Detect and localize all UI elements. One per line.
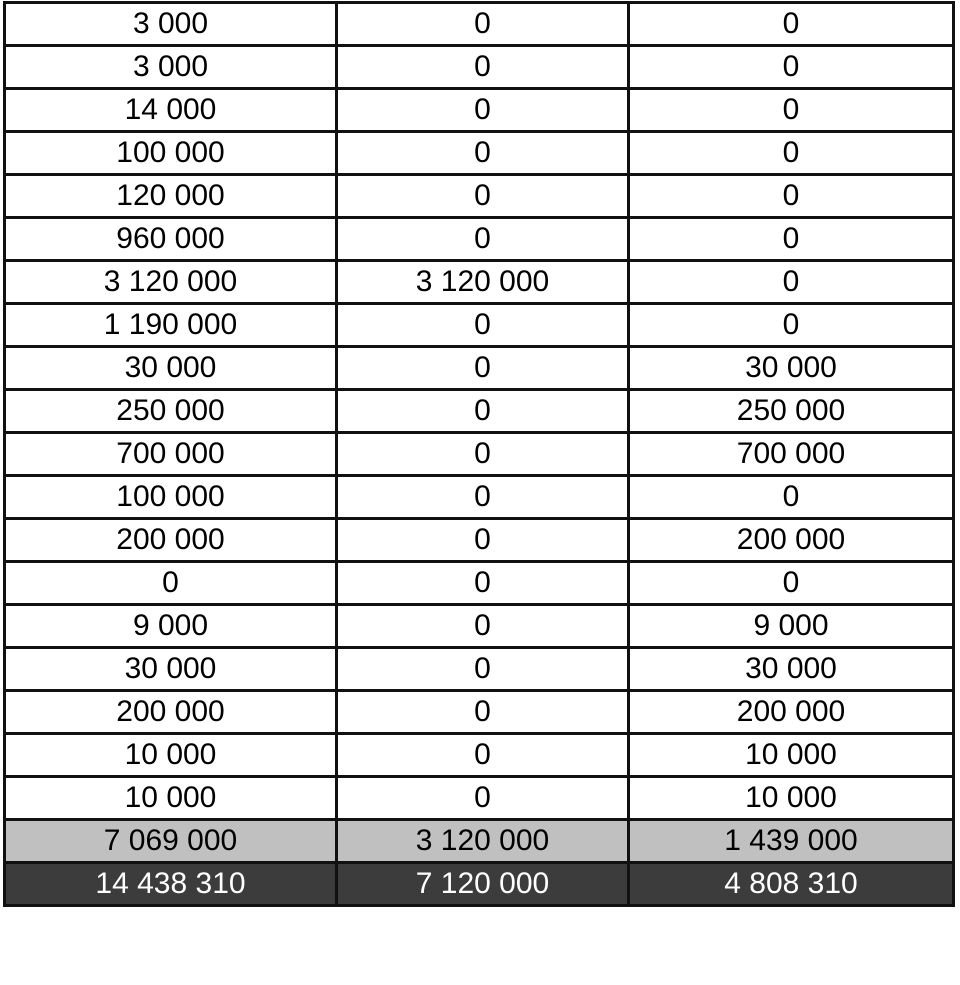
table-row [5, 476, 954, 519]
table-row-cell[interactable]: 10 000 [5, 777, 337, 820]
table-row-cell[interactable]: 10 000 [629, 734, 954, 777]
table-row [5, 304, 954, 347]
table-row-cell[interactable]: 0 [337, 691, 629, 734]
table-row-cell[interactable]: 250 000 [629, 390, 954, 433]
table-row-cell[interactable]: 1 190 000 [5, 304, 337, 347]
table-row [5, 89, 954, 132]
table-body [5, 3, 954, 906]
table-row-cell[interactable]: 0 [629, 132, 954, 175]
table-row-cell[interactable]: 0 [629, 175, 954, 218]
table-row-cell[interactable]: 0 [337, 605, 629, 648]
table-row-cell[interactable]: 0 [337, 390, 629, 433]
table-row [5, 777, 954, 820]
table-row-cell[interactable]: 100 000 [5, 132, 337, 175]
total-row-cell[interactable]: 14 438 310 [5, 863, 337, 906]
table-row-cell[interactable]: 100 000 [5, 476, 337, 519]
table-row-cell[interactable]: 30 000 [5, 648, 337, 691]
table-row-cell[interactable]: 0 [629, 218, 954, 261]
table-row-cell[interactable]: 3 120 000 [337, 261, 629, 304]
table-row-cell[interactable]: 0 [629, 89, 954, 132]
table-row [5, 347, 954, 390]
table-row-cell[interactable]: 0 [337, 132, 629, 175]
table-row-cell[interactable]: 960 000 [5, 218, 337, 261]
table-row-cell[interactable]: 10 000 [629, 777, 954, 820]
table-row-cell[interactable]: 0 [5, 562, 337, 605]
table-row-cell[interactable]: 0 [337, 89, 629, 132]
table-row [5, 605, 954, 648]
total-row [5, 863, 954, 906]
table-row-cell[interactable]: 0 [337, 304, 629, 347]
table-row [5, 3, 954, 46]
table-row [5, 46, 954, 89]
subtotal-row-cell[interactable]: 7 069 000 [5, 820, 337, 863]
table-row-cell[interactable]: 200 000 [5, 691, 337, 734]
table-row-cell[interactable]: 0 [337, 3, 629, 46]
table-row [5, 562, 954, 605]
table-row-cell[interactable]: 0 [337, 347, 629, 390]
total-row-cell[interactable]: 4 808 310 [629, 863, 954, 906]
table-row [5, 261, 954, 304]
table-row-cell[interactable]: 0 [629, 261, 954, 304]
table-row-cell[interactable]: 0 [337, 433, 629, 476]
table-row-cell[interactable]: 0 [337, 476, 629, 519]
subtotal-row-cell[interactable]: 1 439 000 [629, 820, 954, 863]
table-row-cell[interactable]: 0 [629, 304, 954, 347]
subtotal-row-cell[interactable]: 3 120 000 [337, 820, 629, 863]
table-row-cell[interactable]: 14 000 [5, 89, 337, 132]
table-row-cell[interactable]: 3 120 000 [5, 261, 337, 304]
table-row [5, 648, 954, 691]
table-row-cell[interactable]: 3 000 [5, 46, 337, 89]
total-row-cell[interactable]: 7 120 000 [337, 863, 629, 906]
table-row [5, 390, 954, 433]
table-row-cell[interactable]: 0 [629, 3, 954, 46]
table-row-cell[interactable]: 200 000 [5, 519, 337, 562]
table-row-cell[interactable]: 9 000 [629, 605, 954, 648]
table-row-cell[interactable]: 30 000 [629, 648, 954, 691]
table-row-cell[interactable]: 0 [337, 46, 629, 89]
table-row-cell[interactable]: 3 000 [5, 3, 337, 46]
table-row-cell[interactable]: 700 000 [5, 433, 337, 476]
table-row [5, 691, 954, 734]
table-row-cell[interactable]: 0 [629, 46, 954, 89]
table-row-cell[interactable]: 0 [337, 562, 629, 605]
table-row-cell[interactable]: 700 000 [629, 433, 954, 476]
table-row [5, 218, 954, 261]
table-row [5, 175, 954, 218]
table-row [5, 519, 954, 562]
table-row-cell[interactable]: 200 000 [629, 691, 954, 734]
table-row-cell[interactable]: 250 000 [5, 390, 337, 433]
subtotal-row [5, 820, 954, 863]
table-row-cell[interactable]: 10 000 [5, 734, 337, 777]
table-row-cell[interactable]: 0 [337, 734, 629, 777]
table-row [5, 734, 954, 777]
table-row-cell[interactable]: 0 [629, 476, 954, 519]
table-row-cell[interactable]: 0 [629, 562, 954, 605]
table-row-cell[interactable]: 120 000 [5, 175, 337, 218]
table-row-cell[interactable]: 9 000 [5, 605, 337, 648]
table-row-cell[interactable]: 30 000 [629, 347, 954, 390]
table-row-cell[interactable]: 0 [337, 218, 629, 261]
table-row-cell[interactable]: 30 000 [5, 347, 337, 390]
table-row [5, 132, 954, 175]
table-row-cell[interactable]: 0 [337, 175, 629, 218]
table-row-cell[interactable]: 0 [337, 648, 629, 691]
table-row [5, 433, 954, 476]
table-row-cell[interactable]: 200 000 [629, 519, 954, 562]
spreadsheet-table [3, 1, 955, 907]
table-row-cell[interactable]: 0 [337, 777, 629, 820]
table-row-cell[interactable]: 0 [337, 519, 629, 562]
